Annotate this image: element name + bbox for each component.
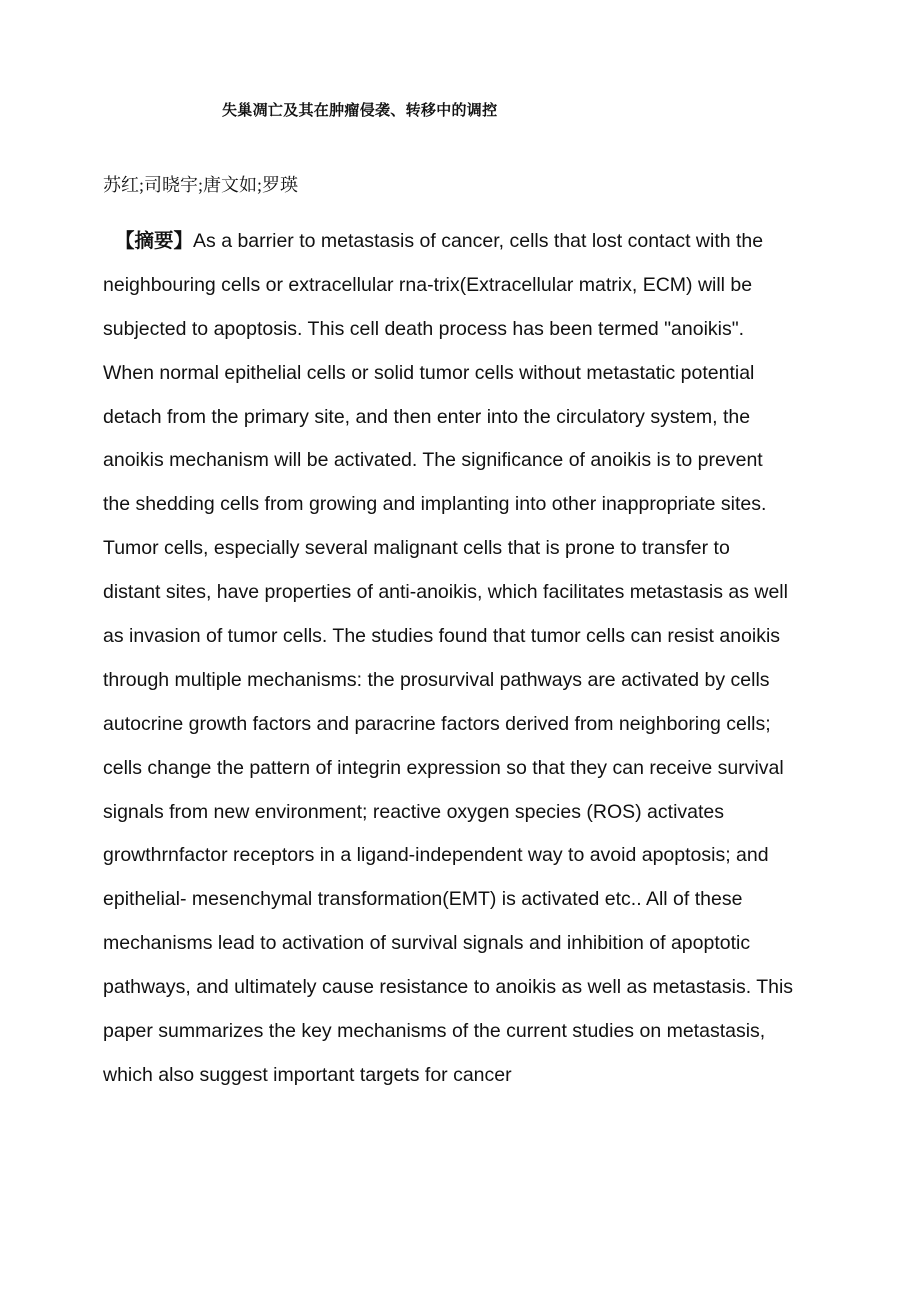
abstract-line: When normal epithelial cells or solid tumor cells without metastatic potential [103,361,755,384]
abstract-line: the shedding cells from growing and implanting into other inappropriate sites. [103,493,767,516]
abstract-line: paper summarizes the key mechanisms of the current studies on metastasis, [103,1020,766,1043]
abstract-line [103,226,843,270]
abstract-line: through multiple mechanisms: the prosurvival pathways are activated by cells [103,668,770,691]
abstract-line: pathways, and ultimately cause resistance to anoikis as well as metastasis. This [103,976,794,999]
abstract-line: neighbouring cells or extracellular rna-trix(Extracellular matrix, ECM) will be [103,273,753,296]
abstract-line: cells change the pattern of integrin expression so that they can receive survival [103,756,784,779]
abstract-text: As a barrier to metastasis of cancer, cells that lost contact with the [193,230,764,252]
abstract-line: detach from the primary site, and then enter into the circulatory system, the [103,405,751,428]
authors: 苏红;司晓宇;唐文如;罗瑛 [103,175,299,195]
abstract-line: which also suggest important targets for cancer [103,1063,512,1086]
abstract-line: autocrine growth factors and paracrine factors derived from neighboring cells; [103,712,771,735]
abstract-line: mechanisms lead to activation of survival signals and inhibition of apoptotic [103,932,751,955]
abstract [103,226,843,1104]
abstract-line: distant sites, have properties of anti-anoikis, which facilitates metastasis as well [103,581,788,604]
abstract-line: growthrnfactor receptors in a ligand-independent way to avoid apoptosis; and [103,844,769,867]
abstract-label: 【摘要】 [115,230,194,252]
abstract-line: as invasion of tumor cells. The studies found that tumor cells can resist anoikis [103,625,781,648]
abstract-line: epithelial- mesenchymal transformation(EMT) is activated etc.. All of these [103,888,743,911]
abstract-line: signals from new environment; reactive oxygen species (ROS) activates [103,800,725,823]
abstract-line: subjected to apoptosis. This cell death process has been termed "anoikis". [103,317,745,340]
document-title: 失巢凋亡及其在肿瘤侵袭、转移中的调控 [222,102,498,119]
abstract-line: anoikis mechanism will be activated. The significance of anoikis is to prevent [103,449,763,472]
abstract-line: Tumor cells, especially several malignant cells that is prone to transfer to [103,537,730,560]
